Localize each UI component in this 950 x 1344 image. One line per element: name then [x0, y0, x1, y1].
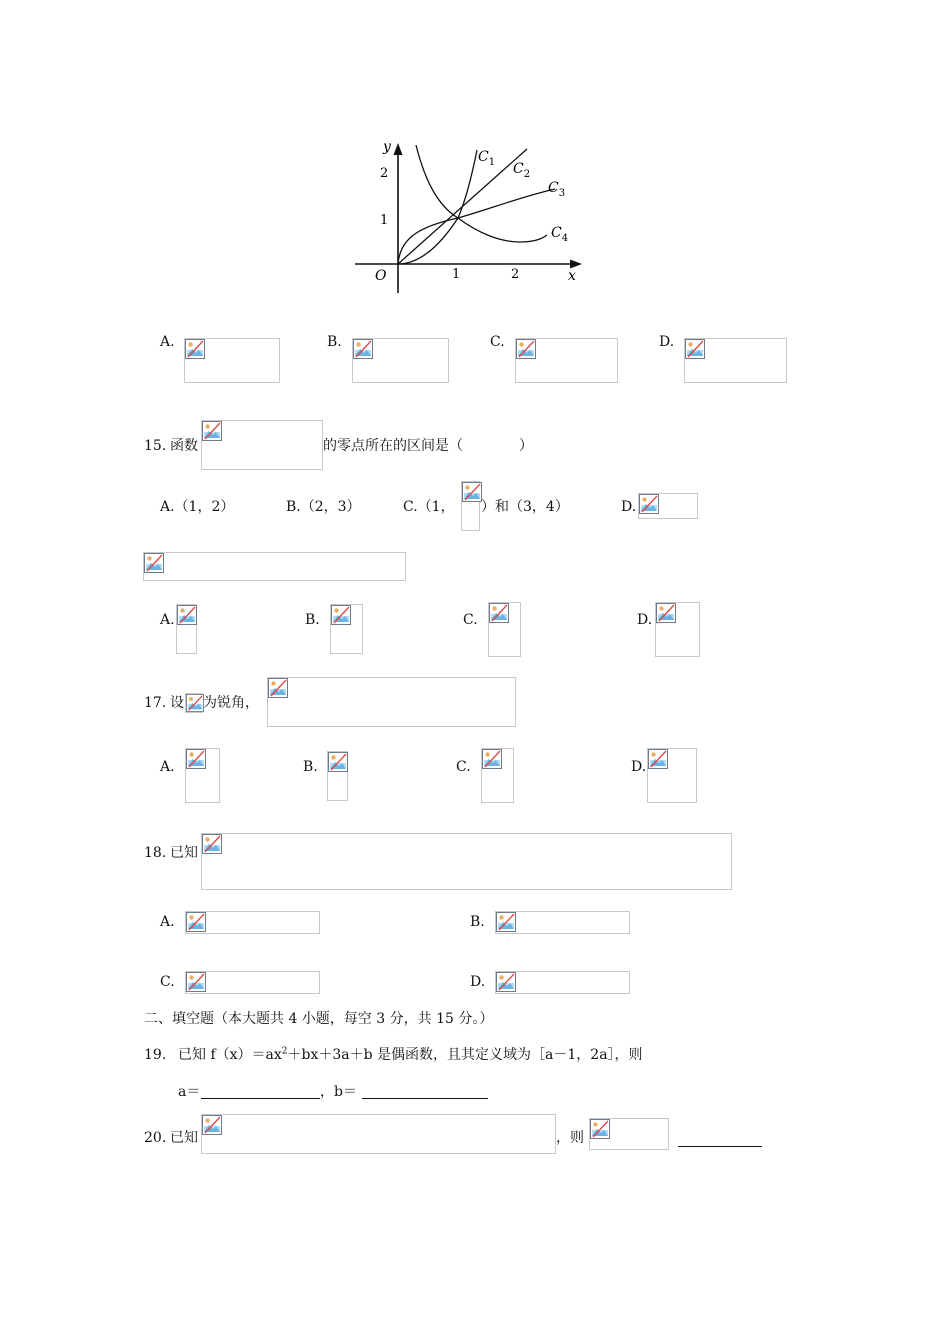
q15-option-a: A.（1，2） — [160, 499, 235, 515]
q15-prefix: 函数 — [170, 438, 198, 454]
q17-option-b-image — [327, 751, 348, 801]
broken-image-icon — [353, 339, 373, 359]
q19-a-label: a＝ — [178, 1084, 201, 1100]
q17-option-d-label: D. — [631, 759, 647, 775]
q19-text: 已知 $f(x)=ax^2+bx+3a+b$ 是偶函数，且其定义域为［a－1，2a］，则 — [178, 1046, 643, 1063]
broken-image-icon — [186, 912, 206, 932]
broken-image-icon — [202, 834, 222, 854]
q15-option-d-label: D. — [621, 499, 637, 515]
x-axis-label: x — [568, 268, 576, 284]
q17-condition-image — [267, 677, 516, 727]
broken-image-icon — [648, 749, 668, 769]
q18-option-b-label: B. — [470, 914, 485, 930]
q17-prefix: 设 — [170, 695, 184, 711]
q17-option-d-image — [647, 748, 697, 803]
broken-image-icon — [186, 972, 206, 992]
q16-option-b-image — [330, 604, 363, 654]
power-function-graph — [350, 135, 590, 300]
q15-function-image — [201, 420, 323, 470]
broken-image-icon — [202, 1115, 222, 1135]
curve-c3 — [398, 189, 555, 264]
broken-image-icon — [186, 749, 206, 769]
q17-option-a-image — [185, 748, 220, 803]
q18-option-d-image — [495, 971, 630, 994]
q19-a-answer-blank[interactable] — [201, 1098, 320, 1099]
q18-condition-image — [201, 833, 732, 890]
broken-image-icon — [202, 421, 222, 441]
broken-image-icon — [516, 339, 536, 359]
q16-question-image — [143, 552, 406, 581]
q14-option-b-label: B. — [327, 334, 342, 350]
broken-image-icon — [144, 553, 164, 573]
q16-option-c-image — [488, 602, 521, 657]
q15-option-c-suffix: ）和（3，4） — [481, 499, 569, 515]
q15-option-d-image — [638, 493, 698, 519]
broken-image-icon — [496, 912, 516, 932]
q15-option-c-prefix: C.（1， — [403, 499, 455, 515]
q18-option-d-label: D. — [470, 974, 486, 990]
curve-label-c2: $C_2$ — [513, 161, 531, 180]
curve-label-c3: $C_3$ — [548, 180, 566, 199]
q14-option-d-label: D. — [659, 334, 675, 350]
broken-image-icon — [639, 494, 659, 514]
q16-option-c-label: C. — [463, 612, 478, 628]
broken-image-icon — [328, 752, 348, 772]
broken-image-icon — [177, 605, 197, 625]
q18-option-a-image — [185, 911, 320, 934]
q15-option-b: B.（2，3） — [286, 499, 361, 515]
q20-target-image — [589, 1118, 669, 1150]
q15-number: 15. — [144, 438, 167, 454]
q20-number: 20. — [144, 1130, 167, 1146]
y-tick-2: 2 — [380, 166, 389, 181]
broken-image-icon — [685, 339, 705, 359]
q20-condition-image — [201, 1114, 556, 1154]
q17-middle: 为锐角， — [203, 695, 259, 711]
curve-c1 — [398, 150, 477, 264]
broken-image-icon — [489, 603, 509, 623]
q20-prefix: 已知 — [170, 1130, 198, 1146]
q17-number: 17. — [144, 695, 167, 711]
broken-image-icon — [656, 603, 676, 623]
section-2-heading: 二、填空题（本大题共 4 小题，每空 3 分，共 15 分。） — [144, 1011, 494, 1027]
x-tick-1: 1 — [452, 267, 461, 282]
broken-image-icon — [482, 749, 502, 769]
q16-option-a-label: A. — [160, 612, 175, 628]
q19-b-label: ，b＝ — [320, 1084, 357, 1100]
q17-option-c-image — [481, 748, 514, 803]
broken-image-icon — [186, 694, 204, 712]
q19-number: 19. — [144, 1047, 167, 1063]
q14-option-d-image — [684, 338, 787, 383]
q18-number: 18. — [144, 845, 167, 861]
q16-option-a-image — [176, 604, 197, 654]
q15-suffix: 的零点所在的区间是（ ） — [323, 438, 533, 454]
curve-label-c1: $C_1$ — [478, 149, 496, 168]
q14-option-c-label: C. — [490, 334, 505, 350]
q16-option-b-label: B. — [305, 612, 320, 628]
q18-option-c-label: C. — [160, 974, 175, 990]
q17-option-b-label: B. — [303, 759, 318, 775]
y-axis-label: y — [383, 139, 391, 155]
q17-option-a-label: A. — [160, 759, 175, 775]
broken-image-icon — [462, 482, 482, 502]
q14-option-a-image — [184, 338, 280, 383]
q14-option-b-image — [352, 338, 449, 383]
curve-label-c4: $C_4$ — [551, 225, 569, 244]
curve-c2 — [398, 149, 527, 264]
q18-option-b-image — [495, 911, 630, 934]
broken-image-icon — [185, 339, 205, 359]
origin-label: O — [375, 268, 387, 284]
broken-image-icon — [496, 972, 516, 992]
broken-image-icon — [268, 678, 288, 698]
q17-alpha-image — [185, 693, 203, 713]
q16-option-d-image — [655, 602, 700, 657]
q19-b-answer-blank[interactable] — [362, 1098, 488, 1099]
q20-middle: ，则 — [556, 1130, 584, 1146]
q18-prefix: 已知 — [170, 845, 198, 861]
broken-image-icon — [590, 1119, 610, 1139]
q14-option-a-label: A. — [160, 334, 175, 350]
q20-answer-blank[interactable] — [678, 1146, 762, 1147]
x-tick-2: 2 — [511, 267, 520, 282]
y-axis-arrow — [394, 143, 403, 155]
q18-option-a-label: A. — [160, 914, 175, 930]
q17-option-c-label: C. — [456, 759, 471, 775]
q18-option-c-image — [185, 971, 320, 994]
y-tick-1: 1 — [380, 213, 389, 228]
q15-option-c-image — [461, 481, 480, 531]
broken-image-icon — [331, 605, 351, 625]
q16-option-d-label: D. — [637, 612, 653, 628]
q14-option-c-image — [515, 338, 618, 383]
